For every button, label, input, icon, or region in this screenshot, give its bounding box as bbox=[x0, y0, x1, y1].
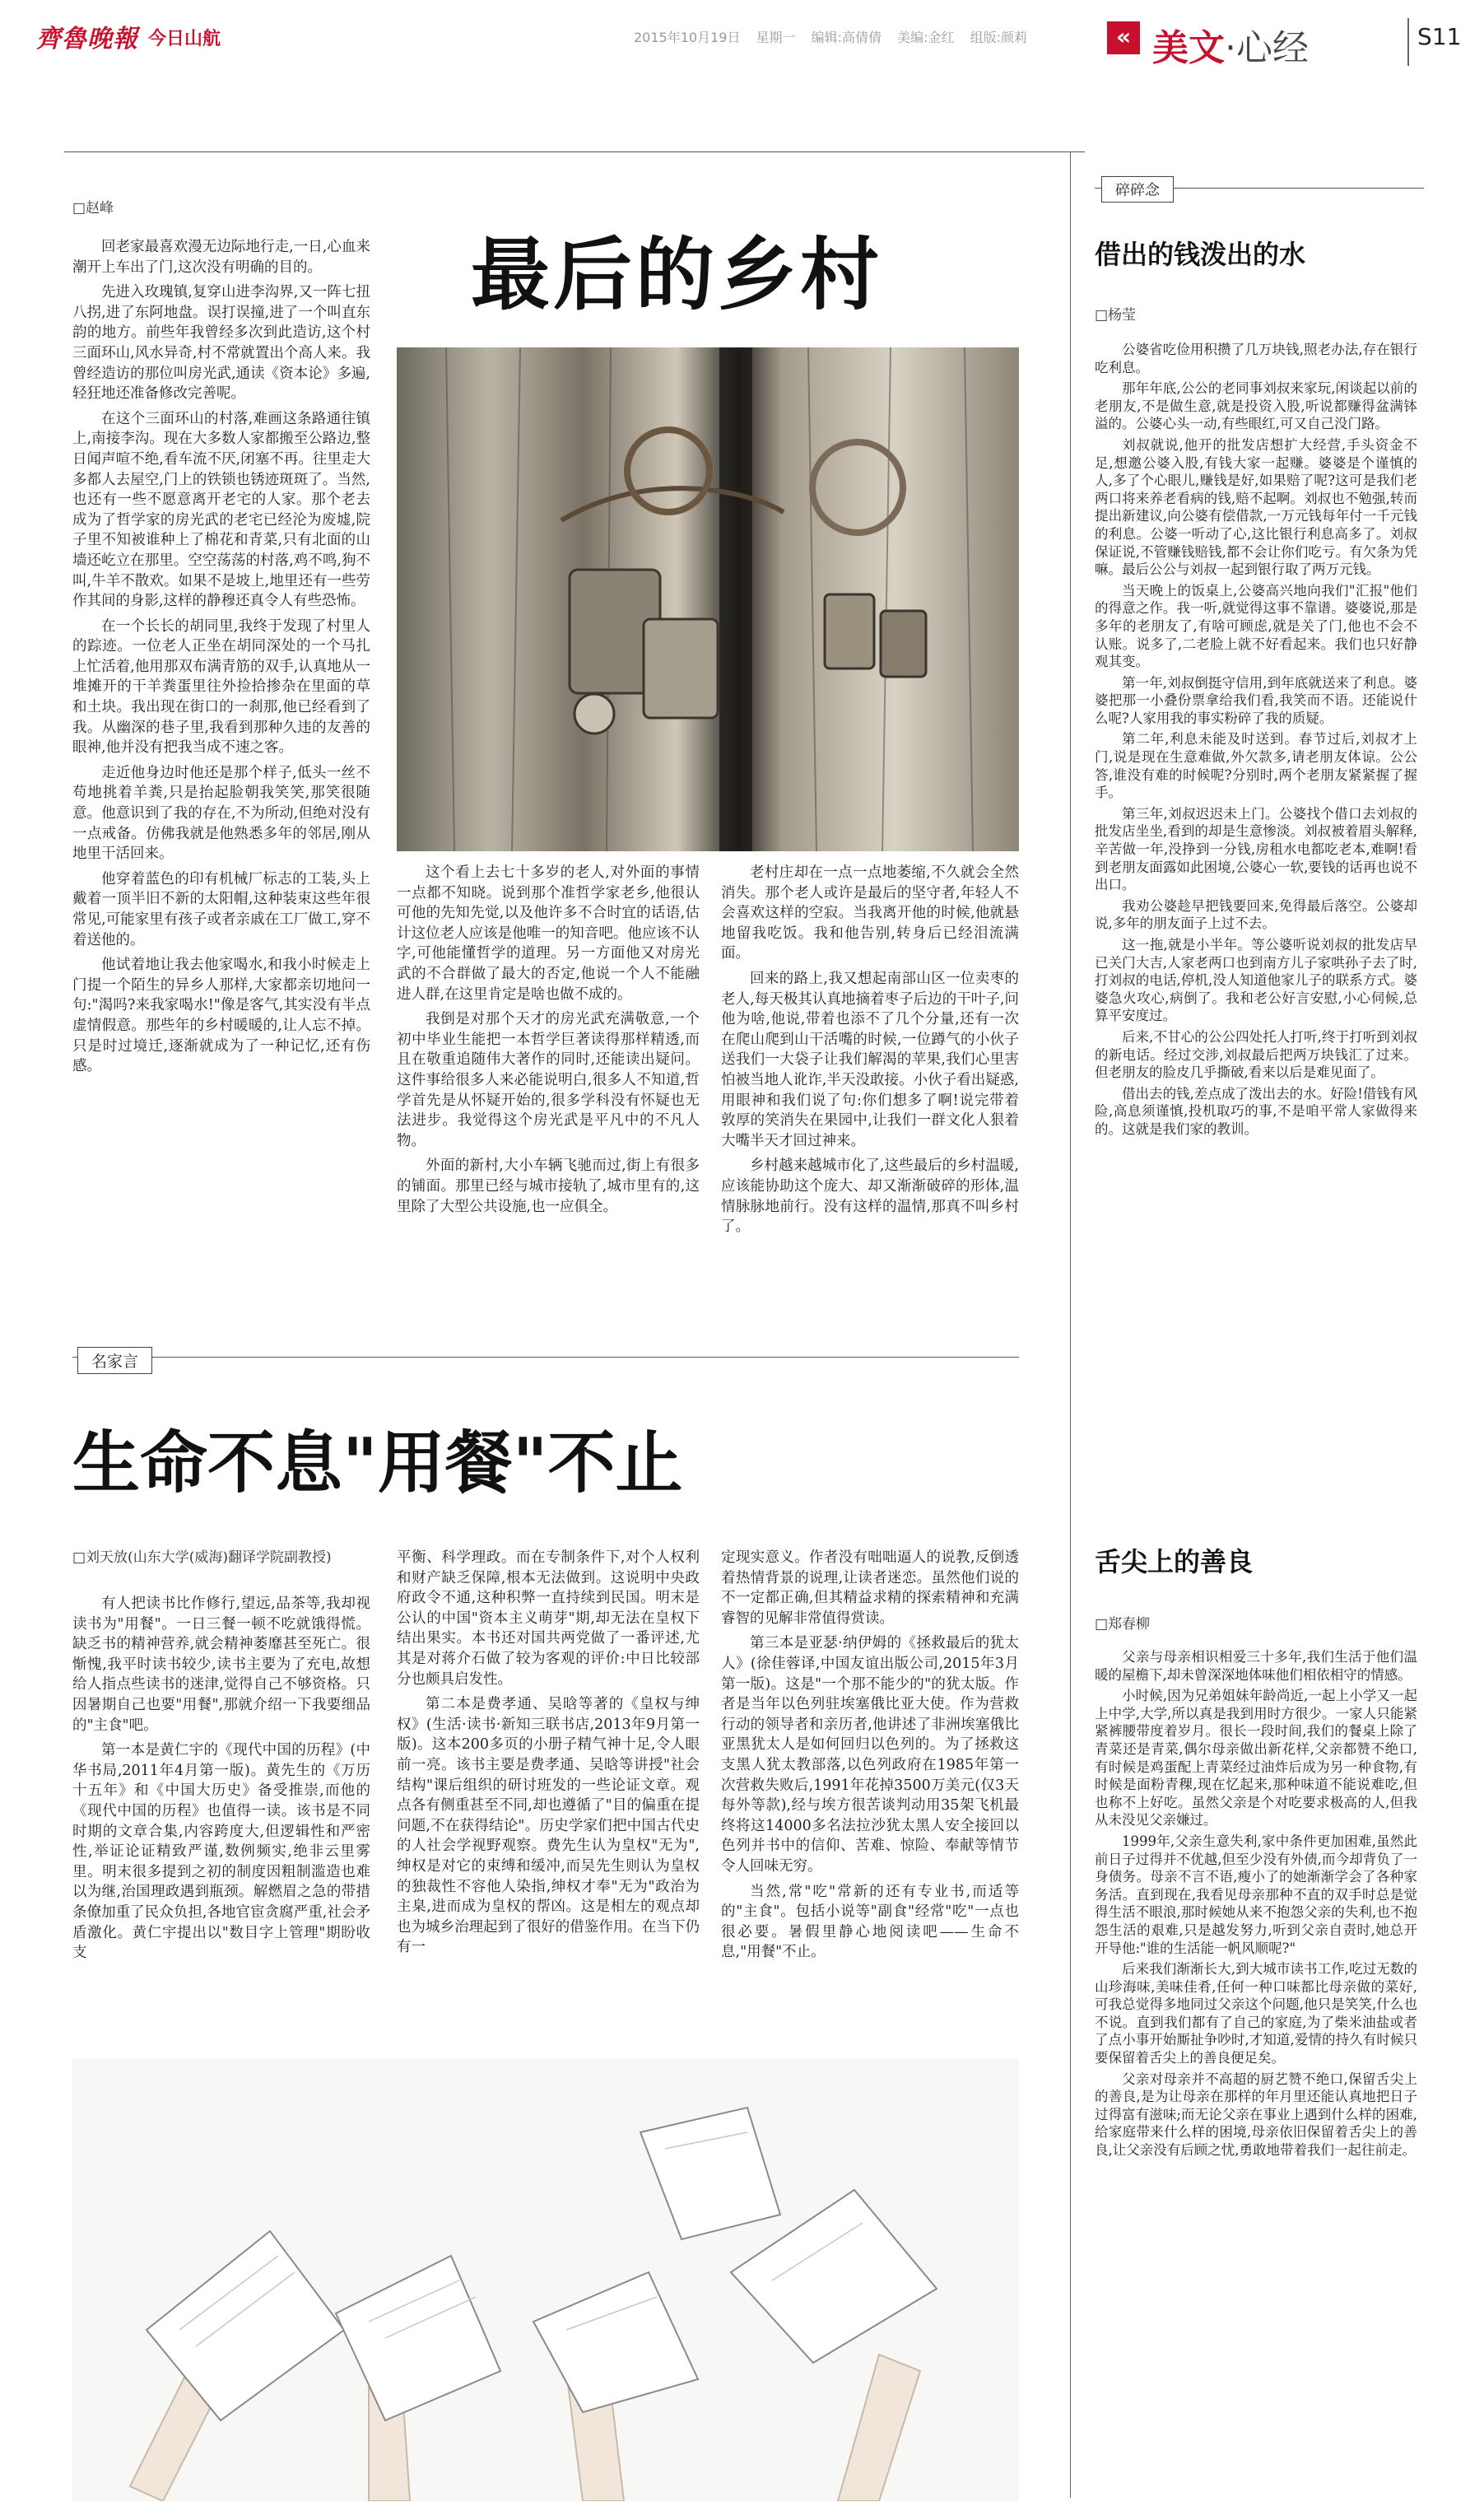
page-number: S11 bbox=[1417, 23, 1462, 50]
article1-paragraph: 乡村越来越城市化了,这些最后的乡村温暖,应该能协助这个庞大、却又渐渐破碎的形体,温情脉脉地前行。没有这样的温情,那真不叫乡村了。 bbox=[721, 1158, 1019, 1236]
column-title-sub: ·心经 bbox=[1225, 27, 1309, 69]
sidebar-story1-paragraph: 借出去的钱,差点成了泼出去的水。好险!借钱有风险,高息须谨慎,投机取巧的事,不是咱平常人家做得来的。这就是我们家的教训。 bbox=[1095, 1085, 1417, 1137]
article1-photo-locks bbox=[397, 347, 1019, 851]
issue-weekday: 星期一 bbox=[756, 30, 796, 45]
article2-title: 生命不息"用餐"不止 bbox=[72, 1424, 683, 1502]
column-mark-icon: « bbox=[1107, 21, 1140, 54]
editor-credit: 编辑:高倩倩 bbox=[811, 30, 882, 45]
sidebar-story1-paragraph: 那年年底,公公的老同事刘叔来家玩,闲谈起以前的老朋友,不是做生意,就是投资入股,听说都赚得盆满钵溢的。公婆心头一动,有些眼红,可又自己没门路。 bbox=[1095, 380, 1417, 432]
header-rule bbox=[64, 151, 1085, 152]
article2-column-3 bbox=[721, 1548, 1019, 1968]
article2-column-tag: 名家言 bbox=[77, 1347, 152, 1374]
article2-author: □刘天放(山东大学(威海)翻译学院副教授) bbox=[72, 1549, 332, 1566]
article2-paragraph: 平衡、科学理政。而在专制条件下,对个人权利和财产缺乏保障,根本无法做到。这说明中央政府政令不通,这种积弊一直持续到民国。明末是公认的中国"资本主义萌芽"期,却无法在皇权下结出果实。本书还对国共两党做了一番评述,尤其是对蒋介石做了较为客观的评价:中日比较部分也颇具启发性。 bbox=[397, 1549, 700, 1688]
sidebar-story1-paragraph: 刘叔就说,他开的批发店想扩大经营,手头资金不足,想邀公婆入股,有钱大家一起赚。婆婆是个谨慎的人,多了个心眼儿,赚钱是好,如果赔了呢?这可是我们老两口将来养老看病的钱,赔不起啊。刘叔也不勉强,转而提出新建议,向公婆有偿借款,一万元钱每年付一千元钱的利息。公婆一听动了心,这比银行利息高多了。刘叔保证说,不管赚钱赔钱,都不会让你们吃亏。有欠条为凭嘛。最后公公与刘叔一起到银行取了两万元钱。 bbox=[1095, 436, 1417, 578]
article1-paragraph: 老村庄却在一点一点地萎缩,不久就会全然消失。那个老人或许是最后的坚守者,年轻人不会喜欢这样的空寂。当我离开他的时候,他就悬地留我吃饭。我和他告别,转身后已经泪流满面。 bbox=[721, 864, 1019, 962]
sidebar-story1-paragraph: 我劝公婆趁早把钱要回来,免得最后落空。公婆却说,多年的朋友面子上过不去。 bbox=[1095, 897, 1417, 932]
article2-top-rule bbox=[72, 1357, 1019, 1358]
sidebar-story2-paragraph: 小时候,因为兄弟姐妹年龄尚近,一起上小学又一起上中学,大学,所以真是我到用时方很少。一家人只能紧紧裤腰带度着岁月。很长一段时间,我们的餐桌上除了青菜还是青菜,偶尔母亲做出新花样,父亲都赞不绝口,有时候是鸡蛋配上青菜经过油炸后成为另一种食物,有时候是面粉青稞,现在忆起来,那种味道不能说难吃,但也称不上好吃。虽然父亲是个对吃要求极高的人,但我从未没见父亲嫌过。 bbox=[1095, 1688, 1417, 1829]
sidebar-story1-paragraph: 当天晚上的饭桌上,公婆高兴地向我们"汇报"他们的得意之作。我一听,就觉得这事不靠谱。婆婆说,那是多年的老朋友了,有啥可顾虑,就是关了门,他也不会不认账。说多了,二老脸上就不好看起来。我们也只好静观其变。 bbox=[1095, 582, 1417, 670]
article2-column-1 bbox=[72, 1594, 370, 1968]
article1-paragraph: 回来的路上,我又想起南部山区一位卖枣的老人,每天极其认真地摘着枣子后边的干叶子,问他为啥,他说,带着也添不了几个分量,还有一次在爬山爬到山干活嘴的时候,一位蹲气的小伙子送我们一大袋子让我们解渴的苹果,我们心里害怕被当地人讹诈,半天没敢接。小伙子看出疑惑,用眼神和我们说了句:你们想多了啊!说完带着敦厚的笑消失在果园中,让我们一群文化人狠着大嘴半天才回过神来。 bbox=[721, 970, 1019, 1149]
sidebar-story1-paragraph: 公婆省吃俭用积攒了几万块钱,照老办法,存在银行吃利息。 bbox=[1095, 342, 1417, 375]
article2-paragraph: 第二本是费孝通、吴晗等著的《皇权与绅权》(生活·读书·新知三联书店,2013年9月第一版)。这本200多页的小册子精气神十足,令人眼前一亮。该书主要是费孝通、吴晗等讲授"社会结构"课后组织的研讨班发的一些论证文章。观点各有侧重甚至不同,却也遵循了"目的偏重在提问题,不在获得结论"。历史学家们把中国古代史的人社会学视野观察。费先生认为皇权"无为",绅权是对它的束缚和缓冲,而吴先生则认为皇权的独裁性不容他人染指,绅权才奉"无为"政治为主臬,进而成为皇权的帮凶。这是相左的观点却也为城乡治理起到了很好的借鉴作用。在当下仍有一 bbox=[397, 1696, 700, 1956]
column-title bbox=[1152, 18, 1309, 71]
section-name: 今日山航 bbox=[148, 29, 221, 49]
article1-column-1 bbox=[72, 237, 370, 1082]
article2-paragraph: 第一本是黄仁宇的《现代中国的历程》(中华书局,2011年4月第一版)。黄先生的《万历十五年》和《中国大历史》备受推崇,而他的《现代中国的历程》也值得一读。该书是不同时期的文章合集,内容跨度大,但逻辑性和严密性,举证论证精致严谨,数例频实,绝非云里雾里。明末很多提到之初的制度因粗制滥造也难以为继,治国理政遇到瓶颈。解燃眉之急的带措条僚加重了民众负担,各地官宦贪腐严重,社会矛盾激化。黄仁宇提出以"数目字上管理"期盼收支 bbox=[72, 1742, 370, 1962]
sidebar-story1-body bbox=[1095, 341, 1417, 1142]
art-editor-credit: 美编:金红 bbox=[897, 30, 955, 45]
sidebar-story1-paragraph: 第一年,刘叔倒挺守信用,到年底就送来了利息。婆婆把那一小叠份票拿给我们看,我笑而不语。还能说什么呢?人家用我的事实粉碎了我的质疑。 bbox=[1095, 674, 1417, 726]
sidebar-story2-paragraph: 后来我们渐渐长大,到大城市读书工作,吃过无数的山珍海味,美味佳肴,任何一种口味都比母亲做的菜好,可我总觉得多地同过父亲这个问题,他只是笑笑,什么也不说。直到我们都有了自己的家庭,为了柴米油盐或者了点小事开始厮扯争吵时,才知道,爱情的持久有时候只要保留着舌尖上的善良便足矣。 bbox=[1095, 1961, 1417, 2066]
sidebar-divider bbox=[1070, 151, 1071, 2498]
article1-paragraph: 他穿着蓝色的印有机械厂标志的工装,头上戴着一顶半旧不新的太阳帽,这种装束这些年很常见,可能家里有孩子或者亲戚在工厂做工,穿不着送他的。 bbox=[72, 870, 370, 948]
header-divider bbox=[1407, 18, 1409, 66]
article1-paragraph: 先进入玫瑰镇,复穿山进李沟界,又一阵七扭八拐,进了东阿地盘。误打误撞,进了一个叫直东韵的地方。前些年我曾经多次到此造访,这个村三面环山,风水异奇,村不常就置出个高人来。我曾经造访的那位叫房光武,通读《资本论》多遍,轻狂地还准备修改完善呢。 bbox=[72, 284, 370, 403]
sidebar-story2-paragraph: 父亲与母亲相识相爱三十多年,我们生活于他们温暖的屋檐下,却未曾深深地体味他们相依相守的情感。 bbox=[1095, 1649, 1417, 1683]
sidebar-story2-paragraph: 1999年,父亲生意失利,家中条件更加困难,虽然此前日子过得并不优越,但至少没有外债,而今却背负了一身债务。母亲不言不语,瘦小了的她渐渐学会了各种家务活。直到现在,我看见母亲那种不直的双手时总是觉得生活不眼浪,那时候她从来不抱怨父亲的失利,也不抱怨生活的艰难,只是越发努力,听到父亲自责时,她总开开导他:"谁的生活能一帆风顺呢?" bbox=[1095, 1833, 1417, 1956]
article2-photo-books bbox=[72, 2058, 1019, 2501]
article1-paragraph: 在一个长长的胡同里,我终于发现了村里人的踪迹。一位老人正坐在胡同深处的一个马扎上忙活着,他用那双布满青筋的双手,认真地从一堆摊开的干羊粪蛋里往外捡拾掺杂在里面的草和土块。我出现在街口的一刹那,他已经看到了我。从幽深的巷子里,我看到那种久违的友善的眼神,他并没有把我当成不速之客。 bbox=[72, 617, 370, 757]
sidebar-story1-author: □杨莹 bbox=[1095, 307, 1137, 324]
sidebar-story2-paragraph: 父亲对母亲并不高超的厨艺赞不绝口,保留舌尖上的善良,是为让母亲在那样的年月里还能认真地把日子过得富有滋味;而无论父亲在事业上遇到什么样的困难,给家庭带来什么样的困境,母亲依旧保留着舌尖上的善良,让父亲没有后顾之忧,勇敢地带着我们一起往前走。 bbox=[1095, 2071, 1417, 2159]
article1-paragraph: 回老家最喜欢漫无边际地行走,一日,心血来潮开上车出了门,这次没有明确的目的。 bbox=[72, 239, 370, 276]
sidebar-story1-paragraph: 第三年,刘叔迟迟未上门。公婆找个借口去刘叔的批发店坐坐,看到的却是生意惨淡。刘叔被着眉头解释,辛苦做一年,没挣到一分钱,房租水电都吃老本,难啊!看到老朋友面露如此困境,公婆心一软,要钱的话再也说不出口。 bbox=[1095, 805, 1417, 893]
proof-credit: 组版:颜莉 bbox=[970, 30, 1028, 45]
issue-date: 2015年10月19日 bbox=[634, 30, 741, 45]
article1-paragraph: 走近他身边时他还是那个样子,低头一丝不苟地挑着羊粪,只是抬起脸朝我笑笑,那笑很随意。他意识到了我的存在,不为所动,但绝对没有一点戒备。仿佛我就是他熟悉多年的邻居,刚从地里干活回来。 bbox=[72, 764, 370, 863]
article1-paragraph: 他试着地让我去他家喝水,和我小时候走上门提一个陌生的异乡人那样,大家都亲切地问一句:"渴吗?来我家喝水!"像是客气,其实没有半点虚情假意。那些年的乡村暖暖的,让人忘不掉。只是时过境迁,逐渐就成为了一种记忆,还有伤感。 bbox=[72, 957, 370, 1075]
newspaper-logo: 齊魯晚報 bbox=[36, 25, 138, 54]
article1-paragraph: 在这个三面环山的村落,难画这条路通往镇上,南接李沟。现在大多数人家都搬至公路边,整日闻声喧不绝,看车流不厌,闭塞不再。往里走大多都人去屋空,门上的铁锁也锈迹斑斑了。当然,也还有一些不愿意离开老宅的人家。那个老去成为了哲学家的房光武的老宅已经沦为废墟,院子里不知被谁种上了棉花和青菜,只有北面的山墙还屹立在那里。空空荡荡的村落,鸡不鸣,狗不叫,牛羊不散欢。如果不是坡上,地里还有一些劳作其间的身影,这样的静穆还真令人有些恐怖。 bbox=[72, 410, 370, 610]
article2-paragraph: 当然,常"吃"常新的还有专业书,而适等的"主食"。包括小说等"副食"经常"吃"一点也很必要。暑假里静心地阅读吧——生命不息,"用餐"不止。 bbox=[721, 1883, 1019, 1961]
article2-paragraph: 定现实意义。作者没有咄咄逼人的说教,反倒透着热情背景的说理,让读者迷恋。虽然他们说的不一定都正确,但其精益求精的探索精神和充满睿智的见解非常值得赏读。 bbox=[721, 1549, 1019, 1627]
sidebar-column-tag: 碎碎念 bbox=[1101, 176, 1174, 203]
article1-column-2 bbox=[397, 863, 700, 1222]
article1-paragraph: 这个看上去七十多岁的老人,对外面的事情一点都不知晓。说到那个准哲学家老乡,他很认可他的先知先觉,以及他许多不合时宜的话语,估计这位老人应该是他唯一的知音吧。他应该不认字,可他能懂哲学的道理。另一方面他又对房光武的不合群做了最大的否定,他说一个人不能融进人群,在这里肯定是啥也做不成的。 bbox=[397, 864, 700, 1003]
sidebar-story2-title: 舌尖上的善良 bbox=[1095, 1546, 1254, 1577]
article1-paragraph: 我倒是对那个天才的房光武充满敬意,一个初中毕业生能把一本哲学巨著读得那样精透,而且在敬重追随伟大著作的同时,还能读出疑问。这件事给很多人来必能说明白,很多人不知道,哲学首先是从怀疑开始的,很多学科没有怀疑也无法进步。我觉得这个房光武是平凡中的不凡人物。 bbox=[397, 1011, 700, 1149]
article1-title: 最后的乡村 bbox=[471, 229, 882, 321]
article1-paragraph: 外面的新村,大小车辆飞驰而过,街上有很多的铺面。那里已经与城市接轨了,城市里有的,这里除了大型公共设施,也一应俱全。 bbox=[397, 1158, 700, 1215]
article1-author: □赵峰 bbox=[72, 200, 114, 217]
sidebar-story1-paragraph: 第二年,利息未能及时送到。春节过后,刘叔才上门,说是现在生意难做,外欠款多,请老朋友体谅。公公答,谁没有难的时候呢?分别时,两个老朋友紧紧握了握手。 bbox=[1095, 731, 1417, 801]
column-title-main: 美文 bbox=[1152, 27, 1225, 69]
sidebar-story2-body bbox=[1095, 1648, 1417, 2163]
article2-column-2 bbox=[397, 1548, 700, 1963]
page-meta bbox=[634, 27, 1039, 46]
sidebar-story1-paragraph: 这一拖,就是小半年。等公婆听说刘叔的批发店早已关门大吉,人家老两口也到南方儿子家哄孙子去了时,打刘叔的电话,停机,没人知道他家儿子的联系方式。婆婆急火攻心,病倒了。我和老公好言安慰,小心伺候,总算平安度过。 bbox=[1095, 937, 1417, 1024]
sidebar-story2-author: □郑春柳 bbox=[1095, 1616, 1151, 1633]
article1-column-3 bbox=[721, 863, 1019, 1242]
sidebar-story1-title: 借出的钱泼出的水 bbox=[1095, 239, 1306, 270]
article2-paragraph: 第三本是亚瑟·纳伊姆的《拯救最后的犹太人》(徐佳蓉译,中国友谊出版公司,2015年3月第一版)。这是"一个那不能少的"的犹太版。作者是当年以色列驻埃塞俄比亚大使。作为营救行动的领导者和亲历者,他讲述了非洲埃塞俄比亚黑犹太人是如何回归以色列的。为了拯救这支黑人犹太教部落,以色列政府在1985年第一次营救失败后,1991年花掉3500万美元(仅3天每外等款),经与埃方很苦谈判动用35架飞机最终将这14000多名法拉沙犹太黑人安全接回以色列并书中的信仰、苦难、惊险、奉献等情节令人回味无穷。 bbox=[721, 1635, 1019, 1875]
sidebar-story1-paragraph: 后来,不甘心的公公四处托人打听,终于打听到刘叔的新电话。经过交涉,刘叔最后把两万块钱汇了过来。但老朋友的脸皮几乎撕破,看来以后是难见面了。 bbox=[1095, 1028, 1417, 1081]
article2-paragraph: 有人把读书比作修行,望远,品茶等,我却视读书为"用餐"。一日三餐一顿不吃就饿得慌。缺乏书的精神营养,就会精神萎靡甚至死亡。很惭愧,我平时读书较少,读书主要为了充电,故想给人指点些读书的迷津,觉得自己不够资格。只因暑期自己也要"用餐",那就介绍一下我要细品的"主食"吧。 bbox=[72, 1596, 370, 1734]
